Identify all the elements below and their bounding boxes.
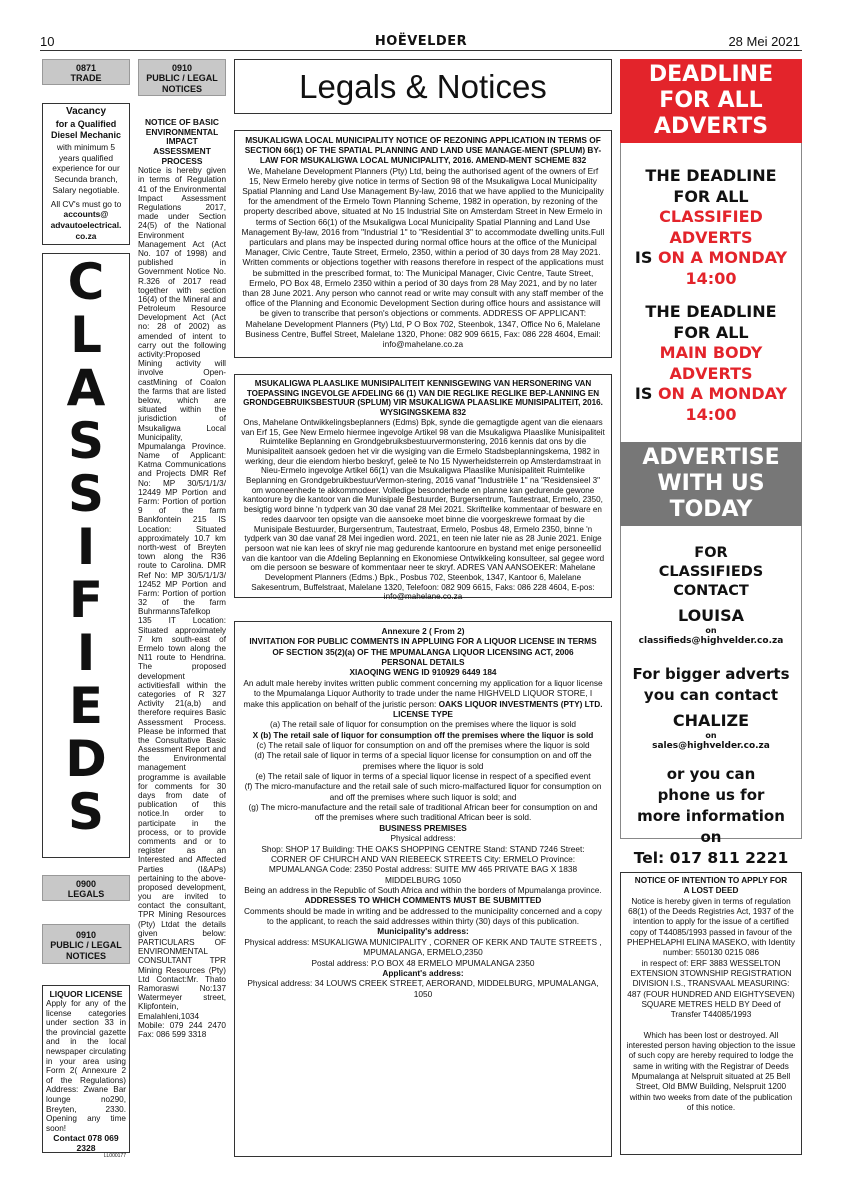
notice-title: INVITATION FOR PUBLIC COMMENTS IN APPLUING FOR A LIQUOR LICENSE IN TERMS OF SECTION 35(2)(a) OF THE MPUMALANGA LIQUOR LICENSING ACT, 2006 xyxy=(249,636,597,657)
banner-letter: L xyxy=(70,306,102,364)
license-type-selected: X (b) The retail sale of liquor for consumption off the premises where the liquor is sold xyxy=(252,729,594,740)
banner-line: ADVERTS xyxy=(653,114,769,139)
vacancy-body: with minimum 5 years qualified experience for our Secunda branch, Salary negotiable. xyxy=(52,141,120,195)
municipality-physical: Physical address: MSUKALIGWA MUNICIPALITY , CORNER OF KERK AND TAUTE STREETS , MPUMALANGA, ERMELO,2350 xyxy=(244,936,602,958)
license-type: (e) The retail sale of liquor in terms of a special liquor license in respect of a specified event xyxy=(255,771,591,782)
louisa-contact xyxy=(620,606,802,647)
deadline-banner xyxy=(620,59,802,143)
contact-email[interactable]: sales@highvelder.co.za xyxy=(652,741,770,751)
deadline-time: 14:00 xyxy=(685,268,737,288)
applicant-address: Physical address: 34 LOUWS CREEK STREET, AERORAND, MIDDELBURG, MPUMALANGA, 1050 xyxy=(247,978,599,999)
section-code: 0910 xyxy=(171,63,193,73)
deadline-day-line xyxy=(620,248,802,269)
phone-number[interactable]: Tel: 017 811 2221 xyxy=(633,849,789,867)
applicant-name: XIAOQING WENG ID 910929 6449 184 xyxy=(349,667,497,678)
deadline-day-line xyxy=(620,384,802,405)
banner-letter: S xyxy=(67,412,104,470)
banner-line: ADVERTISE xyxy=(642,445,780,470)
eia-title: NOTICE OF BASIC ENVIRONMENTAL IMPACT ASSESSMENT PROCESS xyxy=(145,118,219,166)
notice-body: Which has been lost or destroyed. All interested person having objection to the issue of such copy are hereby required to lodge the same in writing with the Registrar of Deeds Mpumalanga at Nelspruit situated at 25 Bell Street, Old BMW Building, Nelspruit 1200 within two weeks from date of the publication of this notice. xyxy=(626,1030,796,1112)
deadline-line: FOR ALL xyxy=(673,186,749,206)
phone-info xyxy=(620,764,802,869)
publication-name: HOËVELDER xyxy=(374,34,468,49)
advertise-banner xyxy=(620,442,802,526)
license-type: (a) The retail sale of liquor for consumption on the premises where the liquor is sold xyxy=(269,719,577,730)
section-public-legal-notices xyxy=(42,924,130,964)
vacancy-ad xyxy=(42,103,130,245)
deadline-line-highlight: MAIN BODY xyxy=(659,343,763,362)
municipality-postal: Postal address: P.O BOX 48 ERMELO MPUMALANGA 2350 xyxy=(311,957,535,968)
contact-line: CLASSIFIEDS xyxy=(658,564,764,580)
banner-line: TODAY xyxy=(669,497,753,522)
contact-on: on xyxy=(705,731,717,740)
banner-line: FOR ALL xyxy=(659,88,763,113)
municipality-heading: Municipality's address: xyxy=(377,926,469,937)
contact-line: FOR xyxy=(694,545,728,561)
addresses-heading: ADDRESSES TO WHICH COMMENTS MUST BE SUBMITTED xyxy=(304,895,542,906)
notice-body: in respect of: ERF 3883 WESSELTON EXTENSION 3TOWNSHIP REGISTRATION DIVISION I.S., TRANSVAAL MEASURING: 487 (FOUR HUNDRED AND EIGHTYSEVEN) SQUARE METRES HELD BY Deed of Transfer T44085/1993 xyxy=(627,958,795,1020)
bigger-adverts xyxy=(620,664,802,706)
addresses-body: Comments should be made in writing and be addressed to the municipality concerned and a copy to the applicant, to reach the said addresses within thirty (30) days of this publication. xyxy=(244,905,602,927)
rezoning-notice-english xyxy=(234,130,612,358)
contact-line: CONTACT xyxy=(673,583,749,599)
liquor-contact: Contact 078 069 2328 xyxy=(53,1133,119,1154)
banner-letter: S xyxy=(67,783,104,841)
physical-label: Physical address: xyxy=(390,833,456,844)
notice-title: MSUKALIGWA LOCAL MUNICIPALITY NOTICE OF REZONING APPLICATION IN TERMS OF SECTION 66(1) OF THE SPATIAL PLANNING AND LAND USE MANAGE-MENT (SPLUM) BY-LAW FOR MSUKALIGWA LOCAL MUNICIPALITY, 2016. AMEND-MENT SCHEME 832 xyxy=(244,135,602,166)
license-type: (c) The retail sale of liquor for consumption on and off the premises where the liquor is sold xyxy=(256,739,590,750)
deadline-line: THE DEADLINE xyxy=(645,302,777,321)
deadline-line-highlight: CLASSIFIED xyxy=(659,207,763,226)
liquor-license-invitation xyxy=(234,621,612,1157)
deadline-line-highlight: ADVERTS xyxy=(669,363,753,383)
section-trade xyxy=(42,59,130,85)
bigger-line: For bigger adverts xyxy=(632,665,790,683)
notice-title: NOTICE OF INTENTION TO APPLY FOR xyxy=(634,876,788,885)
main-body-deadline xyxy=(620,302,802,425)
applicant-heading: Applicant's address: xyxy=(382,967,464,978)
contact-on: on xyxy=(705,626,717,635)
lost-deed-notice xyxy=(620,872,802,1155)
section-name: PUBLIC / LEGAL NOTICES xyxy=(50,940,122,961)
notice-title: A LOST DEED xyxy=(683,886,739,896)
banner-letter: E xyxy=(68,677,104,735)
deadline-line: THE DEADLINE xyxy=(645,166,777,185)
rezoning-notice-afrikaans xyxy=(234,374,612,602)
vacancy-subheading: for a Qualified Diesel Mechanic xyxy=(50,118,122,141)
section-public-legal-notices xyxy=(138,59,226,96)
juristic-person: OAKS LIQUOR INVESTMENTS (PTY) LTD. xyxy=(438,698,603,709)
deadline-time: 14:00 xyxy=(685,404,737,424)
notice-body: Notice is hereby given in terms of regulation 68(1) of the Deeds Registries Act, 1937 of the intention to apply for the issue of a certified copy of T44085/1993 passed in favour of the PHEPHELAPHI ELINA MASEKO, with Identity number: 550130 0215 086 xyxy=(627,896,795,958)
liquor-body: Apply for any of the license categories under section 33 in the provincial gazette and in the local newspaper circulating in your area using Form 2( Annexure 2 of the Regulations) Address: Zwane Bar lounge no290, Breyten, 2330. Opening any time soon! xyxy=(46,999,126,1133)
deadline-day: ON A MONDAY xyxy=(657,384,788,403)
section-name: LEGALS xyxy=(67,889,105,900)
personal-heading: PERSONAL DETAILS xyxy=(381,657,465,668)
classifieds-vertical-banner xyxy=(42,253,130,858)
business-address: Shop: SHOP 17 Building: THE OAKS SHOPPING CENTRE Stand: STAND 7246 Street: CORNER OF CHURCH AND VAN RIEBEECK STREETS City: ERMELO Province: MPUMALANGA Code: 2350 Postal address: SUITE MW 465 PRIVATE BAG X 1838 MIDDELBURG 1050 xyxy=(261,843,585,885)
license-type: (f) The micro-manufacture and the retail sale of such micro-malfactured liquor for consumption on and off the premises where such liquor is sold; and xyxy=(244,781,602,802)
notice-body: We, Mahelane Development Planners (Pty) Ltd, being the authorised agent of the owners of Erf 15, New Ermelo hereby give notice in terms of Section 98 of the Msukaligwa Local Municipality Spatial Planning and Land Use Management By-law, 2016 that we have applied to the Municipality for the amendment of the Ermelo Town Planning Scheme, 1982 in operation, by rezoning of the property described above, situated at No 15 Industrial Site on Amsterdam Street in New Ermelo in terms of Section 66(1) of the Msukaligwa Local Municipality Spatial Planning and Land Use Management By-law, 2016 from "Industrial 1" to "Residential 3" to accommodate dwelling units.Full particulars and plans may be inspected during normal office hours at the office of the Municipal Manager, Civic Centre, Taute Street, Ermelo, 2350, within a period of 30 days from 28 May 2021. Written comments or objections together with reasons therefore in respect of the applications must be submitted in the prescribed format, to: The Municipal Manager, Civic Centre, Taute Street, Ermelo, PO Box 48, Ermelo 2350 within a period of 30 days from 28 May 2021, and by no later than 28 June 2021. Any person who cannot read or write may consult with any staff member of the office of the Planning and Economic Development Section during office hours and assistance will be given to transcribe that person's objections or comments. ADDRESS OF APPLICANT: Mahelane Development Planners (Pty) Ltd, P O Box 702, Steenbok, 1347, Office No 6, Malelane Business Centre, Buffel Street, Malelane 1320, Phone: 082 909 6615, Fax: 086 228 4604, Email: info@mahelane.co.za xyxy=(241,165,605,350)
header-rule xyxy=(40,50,802,51)
contact-name: CHALIZE xyxy=(672,711,750,730)
license-heading: LICENSE TYPE xyxy=(393,708,453,719)
deadline-is: IS xyxy=(634,384,658,403)
deadline-day: ON A MONDAY xyxy=(657,248,788,267)
license-type: (d) The retail sale of liquor in terms of a special liquor license for consumption on and off the premises where the liquor is sold xyxy=(254,750,592,771)
vacancy-cv-line: All CV's must go to xyxy=(50,198,122,209)
section-name: PUBLIC / LEGAL NOTICES xyxy=(146,73,218,94)
banner-letter: D xyxy=(65,730,107,788)
eia-notice xyxy=(138,118,226,1158)
liquor-ref: LL000177 xyxy=(103,1153,126,1160)
contact-name: LOUISA xyxy=(677,606,745,625)
section-legals xyxy=(42,875,130,901)
notice-body: Ons, Mahelane Ontwikkelingsbeplanners (Edms) Bpk, synde die gemagtigde agent van die eienaars van Erf 15, Gee New Ermelo hiermee ingevolge Artikel 98 van die Msukaligwa Plaaslike Munisipaliteit Ruimtelike Beplanning en Grondgebruiksbestuurvermonstering, 2016 kennis dat ons by die Munisipaliteit aansoek gedoen het vir die wysiging van die Ermelo Stadsbeplanningskema, 1982 in werking, deur die eiendom hierbo beskryf, geleë te No 15 Nywerheidsterrein op Amsterdamstraat in Nieu-Ermelo ingevolge Artikel 66(1) van die Msukaligwa Plaaslike Munisipaliteit Ruimtelike Beplanning en GrondgebruikbestuurVermon-stering, 2016 vanaf "Industriële 1" na "Residensieel 3" om wooneenhede te akkommodeer. Volledige besonderhede en planne kan gedurende gewone kantoorure by die kantoor van die Munisipale Bestuurder, Burgersentrum, Tautestraat, Ermelo, 2350, besigtig word binne 'n tydperk van 30 dae vanaf 28 Mei 2021. Skriftelike kommentaar of besware en redes daarvoor ten opsigte van die aansoeke moet binne die voorgeskrewe formaat by die Munisipale Bestuurder, Burgersentrum, Tautestraat, Ermelo, Posbus 48, Ermelo 2350, binne 'n tydperk van 30 dae vanaf 28 Mei ingedien word. 2021, en teen nie later nie as 28 Junie 2021. Enige persoon wat nie kan lees of skryf nie mag gedurende kantoorure en bystand met enige personeellid van die kantoor van die Afdeling Beplanning en Ekonomiese Ontwikkeling konsulteer, sal gegee word om die persoon se besware of kommentaar neer te skryf. ADRES VAN AANSOEKER: Mahelane Development Planners (Edms.) Bpk., Posbus 702, Steenbok, 1347, Kantoor 6, Malelane Sakesentrum, Buffelstraat, Malelane 1320, Telefoon: 082 909 6615, Faks: 086 228 4604, E-pos: info@mahelane.co.za xyxy=(241,417,605,602)
section-name: TRADE xyxy=(70,73,102,84)
intro-paragraph xyxy=(243,678,603,709)
eia-body: Notice is hereby given in terms of Regulation 41 of the Environmental Impact Assessment Regulations 2017, made under Section 24(5) of the National Environment Management Act (Act No. 107 of 1998) and published in Government Notice No. R.326 of 2017 read together with section 16(4) of the Mineral and Petroleum Resource Development Act (Act no: 28 of 2002) as amended of intent to carry out the following activity:Proposed Mining activity will involve Open-castMining of Coalon the farms that are listed below, which are situated within the jurisdiction of Msukaligwa Local Municipality, Mpumalanga Province. Name of Applicant: Katma Communications and Projects DMR Ref No: MP 30/5/1/1/3/ 12449 MP Portion and Farm: Portion of portion 9 of the farm Bankfontein 215 IS Location: Situated approximately 10.7 km north-west of Breyten town along the R36 route to Carolina. DMR Ref No: MP 30/5/1/1/3/ 12452 MP Portion and Farm: Portion of portion 32 of the farm BuhrmannsTafelkop 135 IT Location: Situated approximately 7 km south-east of Ermelo town along the N11 route to Hendrina. The proposed development activitiesfall within the categories of R 327 Activity 21(a,b) and therefore requires Basic Assessment Process. Please be informed that the Consultative Basic Assessment Report and the Environmental management programme is available for comments for 30 days from date of publication of this notice.In order to participate in the process, or to provide comments and or to register as an Interested and Affected Parties (I&APs) pertaining to the above-proposed development, you are invited to contact the consultant, TPR Mining Resources (Pty) Ltdat the details given below: PARTICULARS OF ENVIRONMENTAL CONSULTANT TPR Mining Resources (Pty) Ltd Contact:Mr. Thato Ramoraswi No:137 Watermeyer street, Klipfontein, Emalahleni,1034 Mobile: 079 244 2470 Fax: 086 599 3318 xyxy=(138,166,226,1039)
contact-email[interactable]: classifieds@highvelder.co.za xyxy=(638,636,784,646)
bigger-line: you can contact xyxy=(643,686,779,704)
banner-line: WITH US xyxy=(657,471,765,496)
deadline-is: IS xyxy=(634,248,658,267)
liquor-title: LIQUOR LICENSE xyxy=(49,989,123,999)
republic-line: Being an address in the Republic of South Africa and within the borders of Mpumalanga province. xyxy=(244,884,602,895)
annex-label: Annexure 2 ( From 2) xyxy=(381,626,465,636)
banner-line: DEADLINE xyxy=(648,62,774,87)
intro-text: An adult male hereby invites written public comment concerning my application for a liquor license to the Mpumalanga Liquor Authority to trade under the name HIGHVELD LIQUOR STORE, I make this application on behalf of the juristic person: xyxy=(243,677,603,709)
license-type: (g) The micro-manufacture and the retail sale of traditional African beer for consumption on and off the premises where such traditional African beer is sold. xyxy=(248,802,598,823)
classifieds-contact-heading xyxy=(620,544,802,601)
page-title: Legals & Notices xyxy=(234,59,612,114)
vacancy-email[interactable]: accounts@ advautoelectrical. co.za xyxy=(50,209,122,241)
notice-title: MSUKALIGWA PLAASLIKE MUNISIPALITEIT KENNISGEWING VAN HERSONERING VAN TOEPASSING INGEVOLGE AFDELING 66 (1) VAN DIE REGLIKE REGLIKE BEP-LANNING EN GRONDGEBRUIKSBESTUUR (SPLUM) VIR MSUKALIGWA PLAASLIKE MUNISIPALITEIT, 2016. WYSIGINGSKEMA 832 xyxy=(243,379,603,418)
classified-deadline xyxy=(620,166,802,289)
banner-letter: A xyxy=(66,359,106,417)
section-code: 0900 xyxy=(75,879,97,889)
business-heading: BUSINESS PREMISES xyxy=(379,822,467,833)
deadline-line: FOR ALL xyxy=(673,322,749,342)
vacancy-heading: Vacancy xyxy=(65,106,107,117)
phone-line: or you can xyxy=(666,765,756,783)
phone-line: phone us for xyxy=(657,786,765,804)
phone-line: on xyxy=(700,828,722,846)
banner-letter: S xyxy=(67,465,104,523)
section-code: 0871 xyxy=(75,63,97,73)
issue-date: 28 Mei 2021 xyxy=(728,34,800,49)
banner-letter: I xyxy=(76,624,96,682)
deadline-line-highlight: ADVERTS xyxy=(669,227,753,247)
phone-line: more information xyxy=(637,807,785,825)
banner-letter: I xyxy=(76,518,96,576)
banner-letter: C xyxy=(67,253,105,311)
section-code: 0910 xyxy=(75,930,97,940)
page-number: 10 xyxy=(40,34,55,49)
banner-letter: F xyxy=(68,571,104,629)
liquor-license-ad xyxy=(42,985,130,1160)
chalize-contact xyxy=(620,711,802,752)
